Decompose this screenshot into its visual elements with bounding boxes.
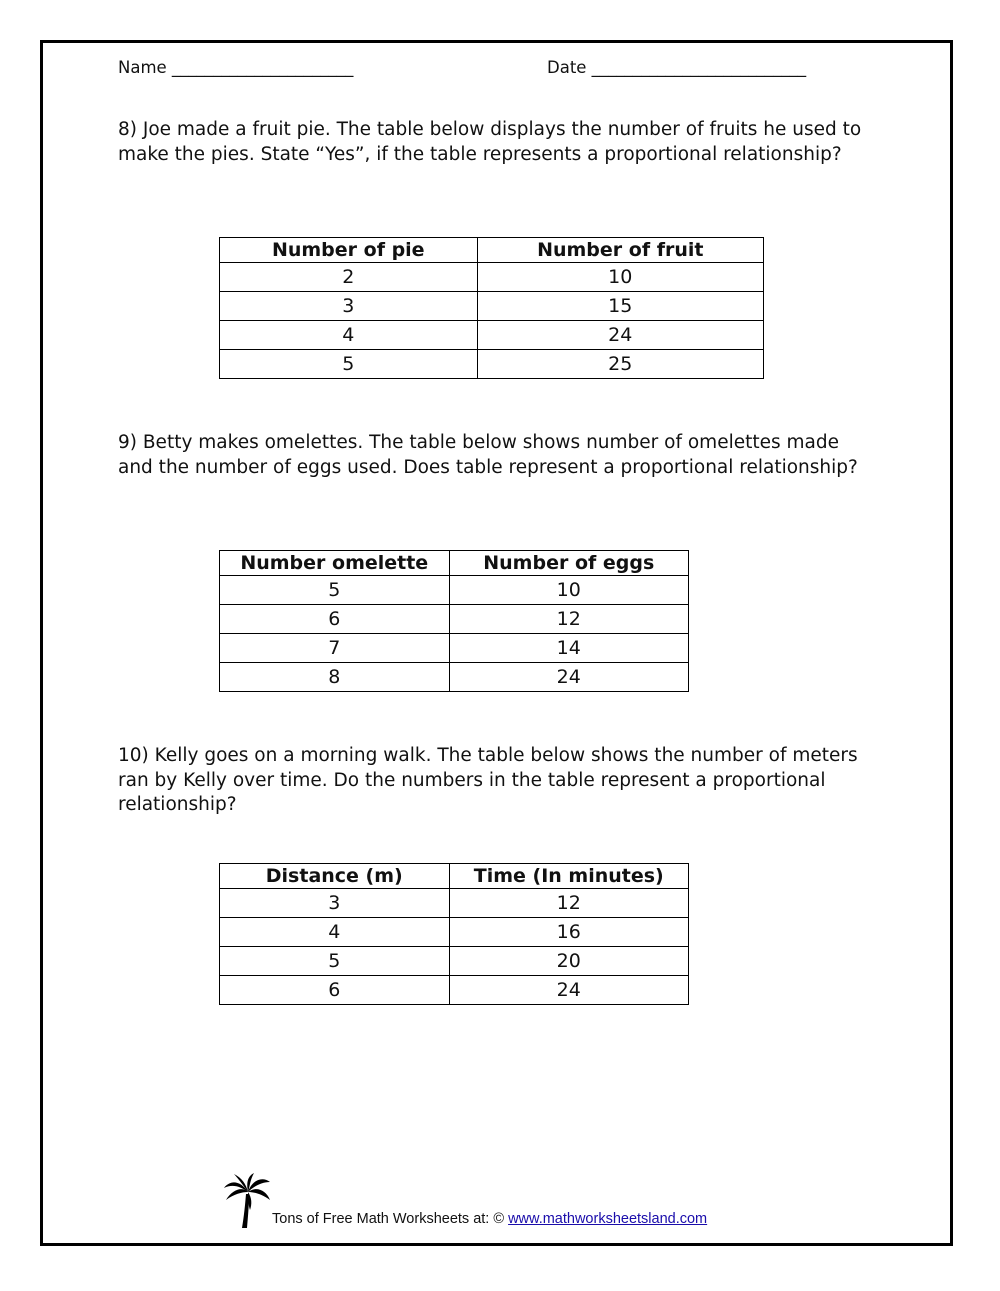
question-10-table [219,863,689,1005]
palm-tree-icon [222,1172,272,1230]
table-cell: 20 [449,947,689,976]
table-cell: 25 [477,350,763,379]
footer-text: Tons of Free Math Worksheets at: © [272,1211,509,1227]
date-field-label: Date __________________________ [547,58,807,77]
table-header-row [220,238,764,263]
footer-credit [272,1211,707,1227]
table-row [220,889,689,918]
table-row [220,976,689,1005]
column-header: Distance (m) [220,864,450,889]
table-row [220,321,764,350]
table-cell: 14 [449,634,688,663]
table-row [220,605,689,634]
question-8-text: 8) Joe made a fruit pie. The table below displays the number of fruits he used to make the pies. State “Yes”, if the table represents a proportional relationship? [118,119,862,165]
table-cell: 10 [477,263,763,292]
column-header: Number of eggs [449,551,688,576]
table-cell: 2 [220,263,478,292]
question-10-text: 10) Kelly goes on a morning walk. The table below shows the number of meters ran by Kelly over time. Do the numbers in the table represent a proportional relationship? [118,745,858,815]
table-header-row [220,551,689,576]
table-row [220,292,764,321]
column-header: Number omelette [220,551,450,576]
table-cell: 6 [220,976,450,1005]
table-row [220,918,689,947]
table-cell: 8 [220,663,450,692]
table-cell: 24 [449,663,688,692]
table-row [220,350,764,379]
table-row [220,634,689,663]
table-cell: 3 [220,889,450,918]
table-row [220,947,689,976]
table-cell: 4 [220,918,450,947]
column-header: Number of pie [220,238,478,263]
footer-website-link[interactable]: www.mathworksheetsland.com [508,1211,708,1227]
table-cell: 10 [449,576,688,605]
column-header: Number of fruit [477,238,763,263]
table-row [220,263,764,292]
question-9-text: 9) Betty makes omelettes. The table below shows number of omelettes made and the number of eggs used. Does table represent a proportional relationship? [118,432,858,478]
table-cell: 12 [449,889,689,918]
table-cell: 3 [220,292,478,321]
question-9-table [219,550,689,692]
table-cell: 6 [220,605,450,634]
table-cell: 4 [220,321,478,350]
table-cell: 5 [220,576,450,605]
table-cell: 5 [220,350,478,379]
table-header-row [220,864,689,889]
table-cell: 24 [477,321,763,350]
table-row [220,663,689,692]
table-cell: 16 [449,918,689,947]
table-row [220,576,689,605]
table-cell: 24 [449,976,689,1005]
table-cell: 7 [220,634,450,663]
question-8-table [219,237,764,379]
name-field-label: Name ______________________ [118,58,354,77]
table-cell: 12 [449,605,688,634]
table-cell: 5 [220,947,450,976]
column-header: Time (In minutes) [449,864,689,889]
table-cell: 15 [477,292,763,321]
